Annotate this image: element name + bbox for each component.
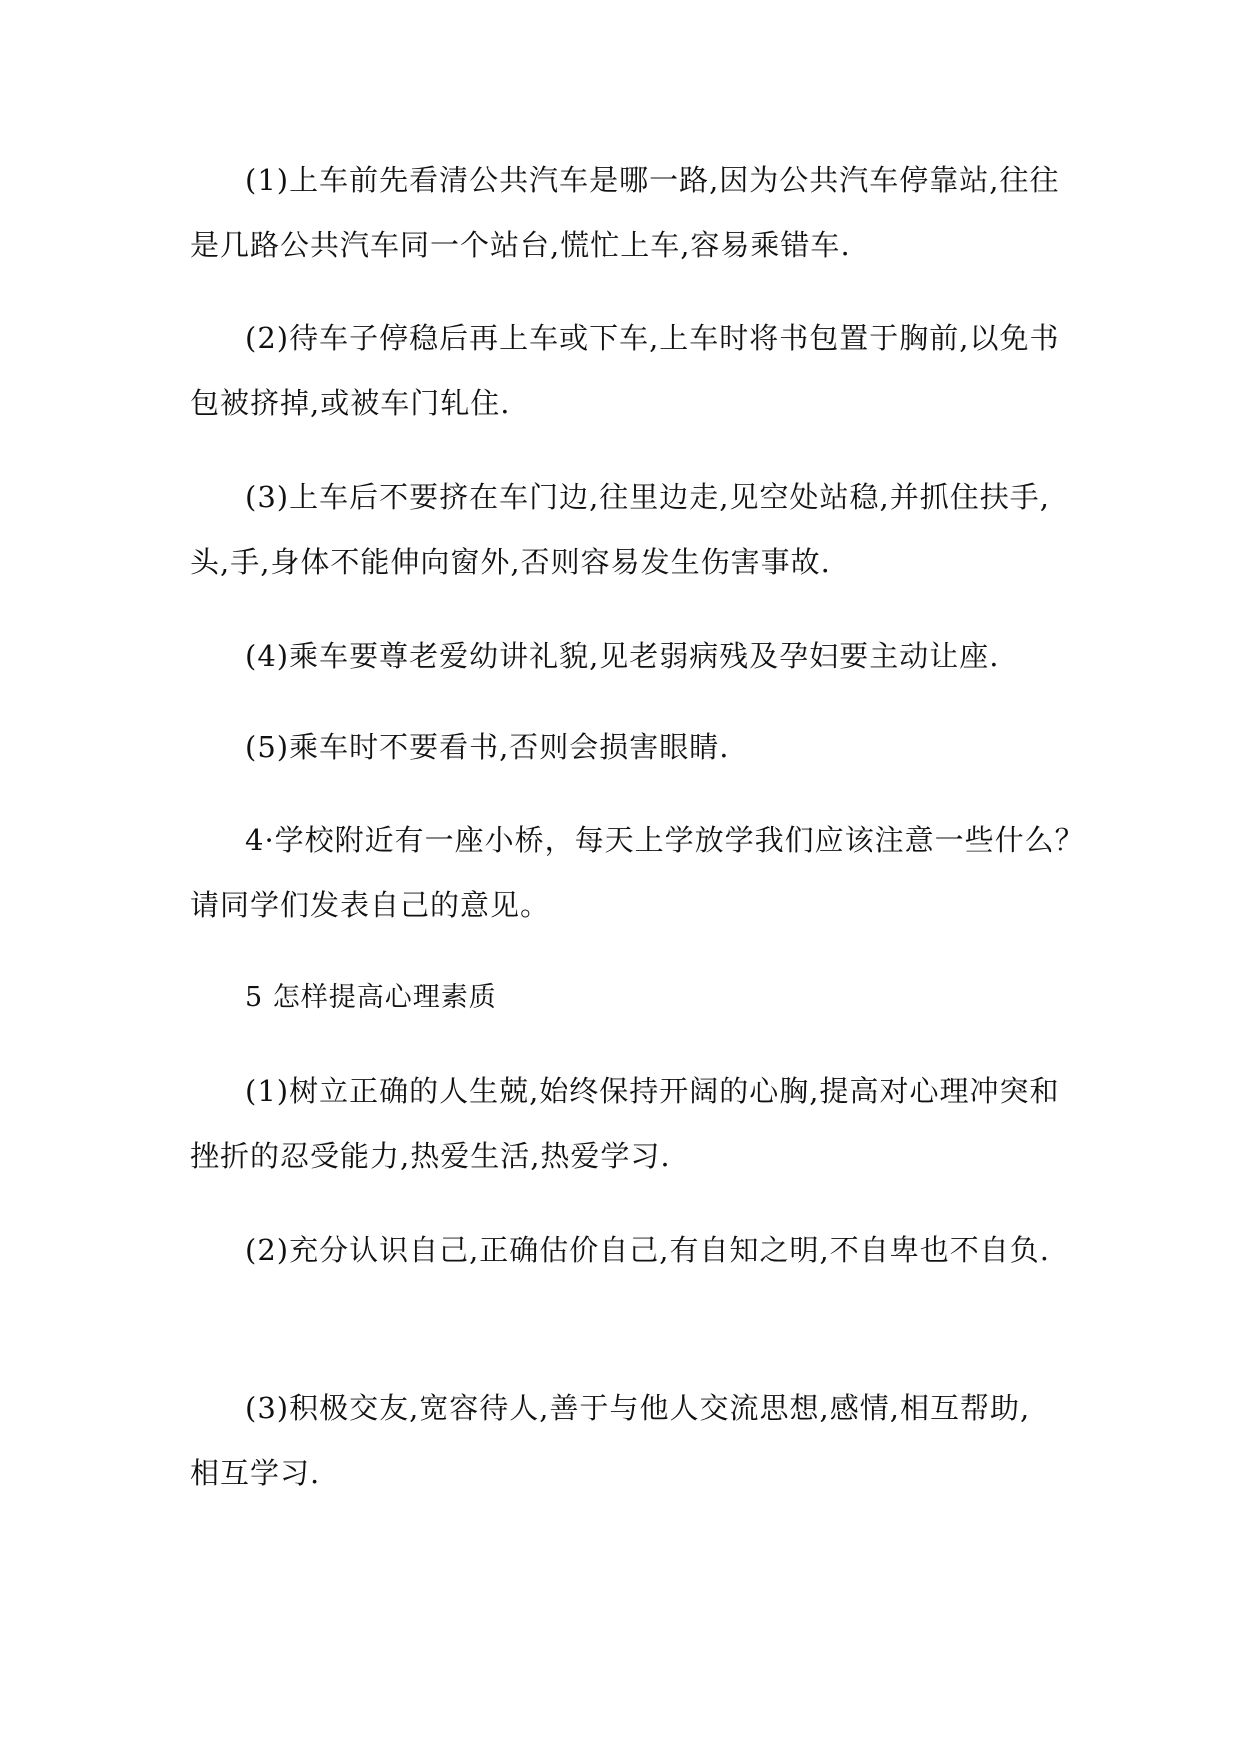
psych-item1-line2: 挫折的忍受能力,热爱生活,热爱学习. [190,1139,671,1173]
bus-item4: (4)乘车要尊老爱幼讲礼貌,见老弱病残及孕妇要主动让座. [245,639,1000,673]
bus-item1-line1: (1)上车前先看清公共汽车是哪一路,因为公共汽车停靠站,往往 [245,163,1060,197]
psych-item3-line2: 相互学习. [190,1456,321,1490]
bus-item2-line1: (2)待车子停稳后再上车或下车,上车时将书包置于胸前,以免书 [245,321,1060,355]
psych-item1-line1: (1)树立正确的人生兢,始终保持开阔的心胸,提高对心理冲突和 [245,1074,1060,1108]
bus-item3-line1: (3)上车后不要挤在车门边,往里边走,见空处站稳,并抓住扶手, [245,480,1050,514]
bus-item5: (5)乘车时不要看书,否则会损害眼睛. [245,730,730,764]
bus-item3-line2: 头,手,身体不能伸向窗外,否则容易发生伤害事故. [190,545,831,579]
section5-title: 5 怎样提高心理素质 [245,982,497,1013]
bus-item2-line2: 包被挤掉,或被车门轧住. [190,386,511,420]
bus-item1-line2: 是几路公共汽车同一个站台,慌忙上车,容易乘错车. [190,228,851,262]
psych-item2: (2)充分认识自己,正确估价自己,有自知之明,不自卑也不自负. [245,1233,1050,1267]
question4-line1: 4·学校附近有一座小桥，每天上学放学我们应该注意一些什么？ [245,823,1085,857]
psych-item3-line1: (3)积极交友,宽容待人,善于与他人交流思想,感情,相互帮助, [245,1391,1031,1425]
question4-line2: 请同学们发表自己的意见。 [190,888,551,922]
